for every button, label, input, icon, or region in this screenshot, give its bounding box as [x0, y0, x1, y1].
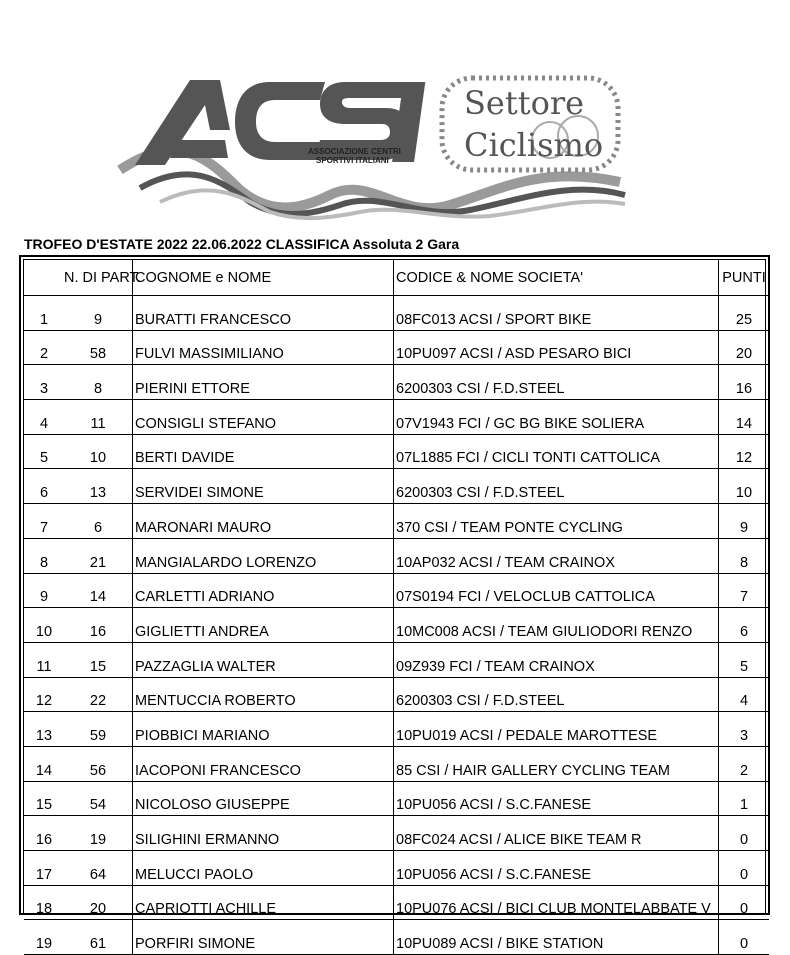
acsi-logo-graphic	[120, 70, 630, 220]
cell-club: 08FC013 ACSI / SPORT BIKE	[394, 296, 719, 331]
cell-points: 12	[719, 434, 770, 469]
cell-club: 10PU056 ACSI / S.C.FANESE	[394, 781, 719, 816]
cell-points: 9	[719, 504, 770, 539]
cell-points: 20	[719, 330, 770, 365]
logo-subtitle-line1: ASSOCIAZIONE CENTRI	[308, 147, 401, 156]
table-row	[24, 504, 769, 539]
cell-position: 15	[24, 781, 64, 816]
cell-name: MELUCCI PAOLO	[133, 851, 394, 886]
cell-name: FULVI MASSIMILIANO	[133, 330, 394, 365]
cell-club: 10PU056 ACSI / S.C.FANESE	[394, 851, 719, 886]
cell-club: 85 CSI / HAIR GALLERY CYCLING TEAM	[394, 746, 719, 781]
cell-name: SILIGHINI ERMANNO	[133, 816, 394, 851]
table-row	[24, 400, 769, 435]
cell-name: PORFIRI SIMONE	[133, 920, 394, 955]
cell-club: 10PU019 ACSI / PEDALE MAROTTESE	[394, 712, 719, 747]
cell-club: 10MC008 ACSI / TEAM GIULIODORI RENZO	[394, 608, 719, 643]
table-row	[24, 330, 769, 365]
cell-name: CAPRIOTTI ACHILLE	[133, 885, 394, 920]
cell-points: 0	[719, 816, 770, 851]
cell-position: 7	[24, 504, 64, 539]
cell-points: 0	[719, 851, 770, 886]
cell-points: 3	[719, 712, 770, 747]
cell-participant-no: 64	[64, 851, 133, 886]
cell-club: 6200303 CSI / F.D.STEEL	[394, 469, 719, 504]
table-row	[24, 712, 769, 747]
cell-position: 1	[24, 296, 64, 331]
cell-points: 10	[719, 469, 770, 504]
cell-name: GIGLIETTI ANDREA	[133, 608, 394, 643]
cell-name: PIERINI ETTORE	[133, 365, 394, 400]
cell-points: 14	[719, 400, 770, 435]
cell-name: NICOLOSO GIUSEPPE	[133, 781, 394, 816]
header-name: COGNOME e NOME	[133, 260, 394, 296]
cell-club: 10PU097 ACSI / ASD PESARO BICI	[394, 330, 719, 365]
header-club: CODICE & NOME SOCIETA'	[394, 260, 719, 296]
cell-position: 14	[24, 746, 64, 781]
table-row	[24, 538, 769, 573]
cell-participant-no: 8	[64, 365, 133, 400]
cell-club: 370 CSI / TEAM PONTE CYCLING	[394, 504, 719, 539]
cell-name: PAZZAGLIA WALTER	[133, 642, 394, 677]
cell-points: 7	[719, 573, 770, 608]
cell-participant-no: 56	[64, 746, 133, 781]
cell-club: 07V1943 FCI / GC BG BIKE SOLIERA	[394, 400, 719, 435]
cell-club: 09Z939 FCI / TEAM CRAINOX	[394, 642, 719, 677]
cell-position: 12	[24, 677, 64, 712]
cell-name: IACOPONI FRANCESCO	[133, 746, 394, 781]
cell-name: MARONARI MAURO	[133, 504, 394, 539]
cell-participant-no: 9	[64, 296, 133, 331]
cell-participant-no: 21	[64, 538, 133, 573]
cell-name: BERTI DAVIDE	[133, 434, 394, 469]
document-title: TROFEO D'ESTATE 2022 22.06.2022 CLASSIFICA Assoluta 2 Gara	[24, 236, 460, 252]
cell-points: 1	[719, 781, 770, 816]
cell-points: 4	[719, 677, 770, 712]
cell-position: 5	[24, 434, 64, 469]
seal-text-line2: Ciclismo	[464, 126, 604, 164]
cell-name: SERVIDEI SIMONE	[133, 469, 394, 504]
cell-name: CONSIGLI STEFANO	[133, 400, 394, 435]
header-participant-no: N. DI PART.	[64, 260, 133, 296]
cell-points: 25	[719, 296, 770, 331]
table-row	[24, 781, 769, 816]
cell-points: 0	[719, 885, 770, 920]
cell-participant-no: 6	[64, 504, 133, 539]
cell-participant-no: 20	[64, 885, 133, 920]
cell-points: 5	[719, 642, 770, 677]
cell-points: 16	[719, 365, 770, 400]
cell-position: 4	[24, 400, 64, 435]
cell-position: 2	[24, 330, 64, 365]
cell-position: 9	[24, 573, 64, 608]
cell-participant-no: 13	[64, 469, 133, 504]
cell-name: MENTUCCIA ROBERTO	[133, 677, 394, 712]
cell-points: 2	[719, 746, 770, 781]
cell-club: 6200303 CSI / F.D.STEEL	[394, 677, 719, 712]
table-row	[24, 434, 769, 469]
cell-participant-no: 14	[64, 573, 133, 608]
table-row	[24, 469, 769, 504]
cell-club: 10PU089 ACSI / BIKE STATION	[394, 920, 719, 955]
table-header-row	[24, 260, 769, 296]
cell-club: 07S0194 FCI / VELOCLUB CATTOLICA	[394, 573, 719, 608]
cell-position: 18	[24, 885, 64, 920]
table-body	[24, 296, 769, 955]
cell-position: 8	[24, 538, 64, 573]
cell-points: 6	[719, 608, 770, 643]
cell-club: 6200303 CSI / F.D.STEEL	[394, 365, 719, 400]
table-row	[24, 365, 769, 400]
cell-participant-no: 58	[64, 330, 133, 365]
cell-name: MANGIALARDO LORENZO	[133, 538, 394, 573]
cell-position: 10	[24, 608, 64, 643]
table-row	[24, 816, 769, 851]
header-position	[24, 260, 64, 296]
acsi-logo	[120, 70, 630, 220]
cell-participant-no: 59	[64, 712, 133, 747]
cell-name: CARLETTI ADRIANO	[133, 573, 394, 608]
logo-subtitle-line2: SPORTIVI ITALIANI	[316, 156, 389, 165]
cell-participant-no: 16	[64, 608, 133, 643]
results-table	[24, 260, 769, 955]
results-table-frame	[19, 255, 770, 953]
table-row	[24, 608, 769, 643]
cell-position: 6	[24, 469, 64, 504]
cell-position: 13	[24, 712, 64, 747]
table-row	[24, 677, 769, 712]
table-row	[24, 642, 769, 677]
cell-club: 07L1885 FCI / CICLI TONTI CATTOLICA	[394, 434, 719, 469]
cell-position: 3	[24, 365, 64, 400]
cell-participant-no: 15	[64, 642, 133, 677]
cell-points: 8	[719, 538, 770, 573]
header-points: PUNTI	[719, 260, 770, 296]
seal-text-line1: Settore	[464, 84, 585, 122]
cell-name: BURATTI FRANCESCO	[133, 296, 394, 331]
cell-participant-no: 61	[64, 920, 133, 955]
cell-club: 10PU076 ACSI / BICI CLUB MONTELABBATE V	[394, 885, 719, 920]
cell-participant-no: 54	[64, 781, 133, 816]
table-row	[24, 296, 769, 331]
cell-name: PIOBBICI MARIANO	[133, 712, 394, 747]
cell-club: 10AP032 ACSI / TEAM CRAINOX	[394, 538, 719, 573]
table-row	[24, 885, 769, 920]
cell-participant-no: 10	[64, 434, 133, 469]
cell-position: 19	[24, 920, 64, 955]
cell-position: 17	[24, 851, 64, 886]
cell-position: 16	[24, 816, 64, 851]
cell-points: 0	[719, 920, 770, 955]
table-row	[24, 573, 769, 608]
cell-participant-no: 11	[64, 400, 133, 435]
cell-participant-no: 22	[64, 677, 133, 712]
table-row	[24, 920, 769, 955]
cell-participant-no: 19	[64, 816, 133, 851]
cell-club: 08FC024 ACSI / ALICE BIKE TEAM R	[394, 816, 719, 851]
table-row	[24, 851, 769, 886]
table-row	[24, 746, 769, 781]
cell-position: 11	[24, 642, 64, 677]
